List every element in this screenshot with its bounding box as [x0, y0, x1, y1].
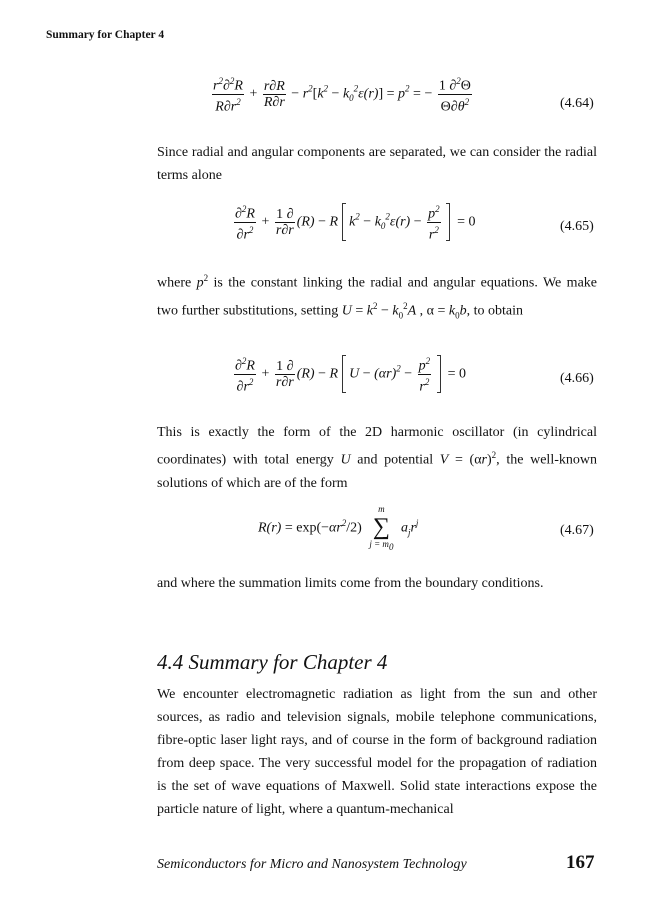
equation-4-67: $R(r) = \exp(-\alpha r^2/2)$ m ∑ $j = m_0$ $a_jr^j$ — [258, 504, 419, 552]
paragraph: Since radial and angular components are separated, we can consider the radial terms alone — [157, 145, 597, 183]
paragraph: where $p^2$ is the constant linking the radial and angular equations. We make two further substitutions, setting $U = k^2 - k_0^2A$ , $\alpha = k_0b$, to obtain — [157, 273, 597, 321]
equation-4-66: $\frac{\partial^2R}{\partial r^2}$ + $\frac{1 \partial}{r\partial r}$ (R) − R $U - (\alpha r)^2$ − $\frac{p^2}{r^2}$ = 0 — [235, 356, 467, 395]
section-heading: 4.4 Summary for Chapter 4 — [157, 650, 388, 674]
footer-book-title: Semiconductors for Micro and Nanosystem Technology — [157, 857, 467, 872]
equation-4-65: $\frac{\partial^2R}{\partial r^2}$ + $\frac{1 \partial}{r\partial r}$ (R) − R $k^2 - k_0^2\varepsilon(r)$ − $\frac{p^2}{r^2}$ = 0 — [235, 204, 476, 243]
paragraph: We encounter electromagnetic radiation as light from the sun and other sources, as radio and television signals, mobile telephone communications, fibre-optic laser light rays, and of course in the form of background radiation from deep space. The very successful model for the propagation of radiation is the set of wave equations of Maxwell. Solid state interactions expose the particle nature of light, where a quantum-mechanical — [157, 687, 597, 817]
paragraph: This is exactly the form of the 2D harmonic oscillator (in cylindrical coordinates) with total energy U and potential $V = (\alpha r)^2$, the well-known solutions of which are of the form — [157, 425, 597, 491]
equation-4-64: $\frac{r^2\partial^2R}{R\partial r^2}$ + $\frac{r\partial R}{R\partial r}$ − $r^2[k^2 - k_0^2\varepsilon(r)] = p^2$ = − $\frac{1 \partial^2\Theta}{\Theta\partial\theta^2}$ — [213, 76, 471, 115]
paragraph: and where the summation limits come from the boundary conditions. — [157, 576, 544, 591]
page-number: 167 — [566, 852, 595, 873]
equation-number: (4.65) — [560, 219, 594, 234]
equation-number: (4.66) — [560, 371, 594, 386]
equation-number: (4.64) — [560, 96, 594, 111]
equation-number: (4.67) — [560, 523, 594, 538]
running-header: Summary for Chapter 4 — [46, 29, 165, 41]
